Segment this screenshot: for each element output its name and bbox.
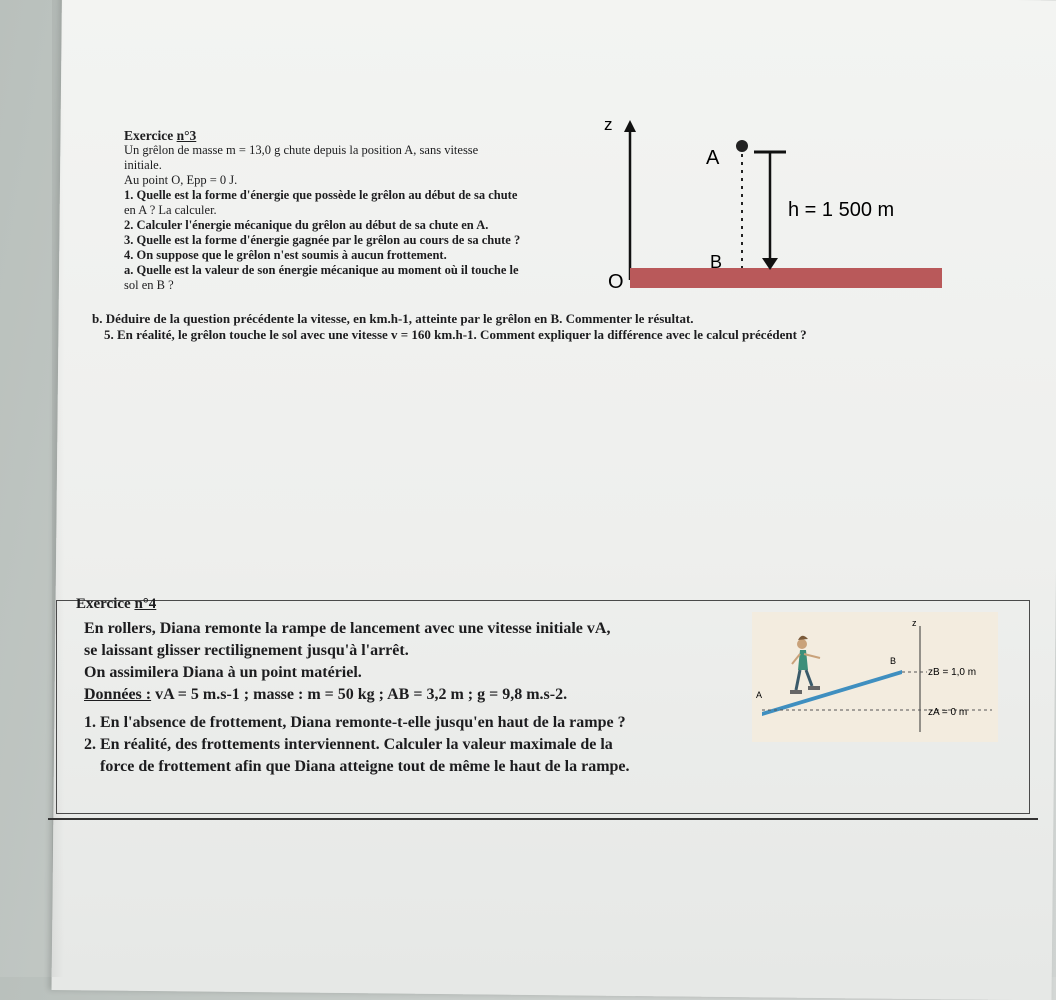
zb-label: zB = 1,0 m (928, 667, 977, 678)
ex4-data (84, 684, 734, 706)
ex4-q1: 1. En l'absence de frottement, Diana remonte-t-elle jusqu'en haut de la rampe ? (84, 714, 626, 731)
origin-label: O (608, 271, 624, 293)
divider-line (48, 818, 1038, 820)
ex3-line-3: Au point O, Epp = 0 J. (124, 173, 238, 187)
ex4-q2b: force de frottement afin que Diana atteigne tout de même le haut de la rampe. (100, 758, 630, 775)
hail-fall-diagram (590, 110, 950, 300)
ex3-q4b: b. Déduire de la question précédente la vitesse, en km.h-1, atteinte par le grêlon en B. Commenter le résultat. (92, 311, 694, 326)
ex4-line-2: se laissant glisser rectilignement jusqu'à l'arrêt. (84, 642, 409, 659)
ramp-point-b: B (890, 656, 897, 666)
height-label: h = 1 500 m (788, 199, 895, 221)
ex3-q4a1: a. Quelle est la valeur de son énergie mécanique au moment où il touche le (124, 263, 519, 277)
za-label: zA = 0 m (928, 707, 968, 718)
ex3-q5: 5. En réalité, le grêlon touche le sol avec une vitesse v = 160 km.h-1. Comment expliquer la différence avec le calcul précédent ? (104, 327, 807, 342)
point-a-label: A (706, 147, 720, 169)
ex3-q1a: 1. Quelle est la forme d'énergie que possède le grêlon au début de sa chute (124, 188, 518, 202)
point-b-label: B (710, 252, 723, 272)
sheet-shadow (52, 0, 64, 977)
ex4-data-label: Données : (84, 686, 152, 703)
ex4-data-values: vA = 5 m.s-1 ; masse : m = 50 kg ; AB = 3,2 m ; g = 9,8 m.s-2. (155, 686, 568, 703)
ex3-q3: 3. Quelle est la forme d'énergie gagnée par le grêlon au cours de sa chute ? (124, 233, 521, 247)
ex3-q4a2: sol en B ? (124, 278, 174, 292)
ramp-point-a: A (756, 690, 763, 700)
ex3-q2: 2. Calculer l'énergie mécanique du grêlon au début de sa chute en A. (124, 218, 489, 232)
ex3-line-1: Un grêlon de masse m = 13,0 g chute depuis la position A, sans vitesse (124, 143, 479, 157)
ground (630, 268, 942, 288)
ramp-diagram (752, 612, 998, 742)
hailstone (736, 140, 748, 152)
exercise-3 (124, 128, 604, 293)
exercise-4 (84, 618, 734, 778)
z-axis-label: z (604, 115, 613, 134)
ex3-q4: 4. On suppose que le grêlon n'est soumis à aucun frottement. (124, 248, 447, 262)
exercise-4-title: Exercice n°4 (76, 596, 157, 612)
exercise-3-title: Exercice n°3 (124, 128, 197, 143)
ex4-line-1: En rollers, Diana remonte la rampe de lancement avec une vitesse initiale vA, (84, 620, 611, 637)
ramp-z-label: z (912, 618, 917, 628)
ex3-q1b: en A ? La calculer. (124, 203, 217, 217)
ex4-q2a: 2. En réalité, des frottements interviennent. Calculer la valeur maximale de la (84, 736, 613, 753)
ex3-line-2: initiale. (124, 158, 162, 172)
z-axis-arrow (624, 120, 636, 132)
ex4-line-3: On assimilera Diana à un point matériel. (84, 664, 362, 681)
